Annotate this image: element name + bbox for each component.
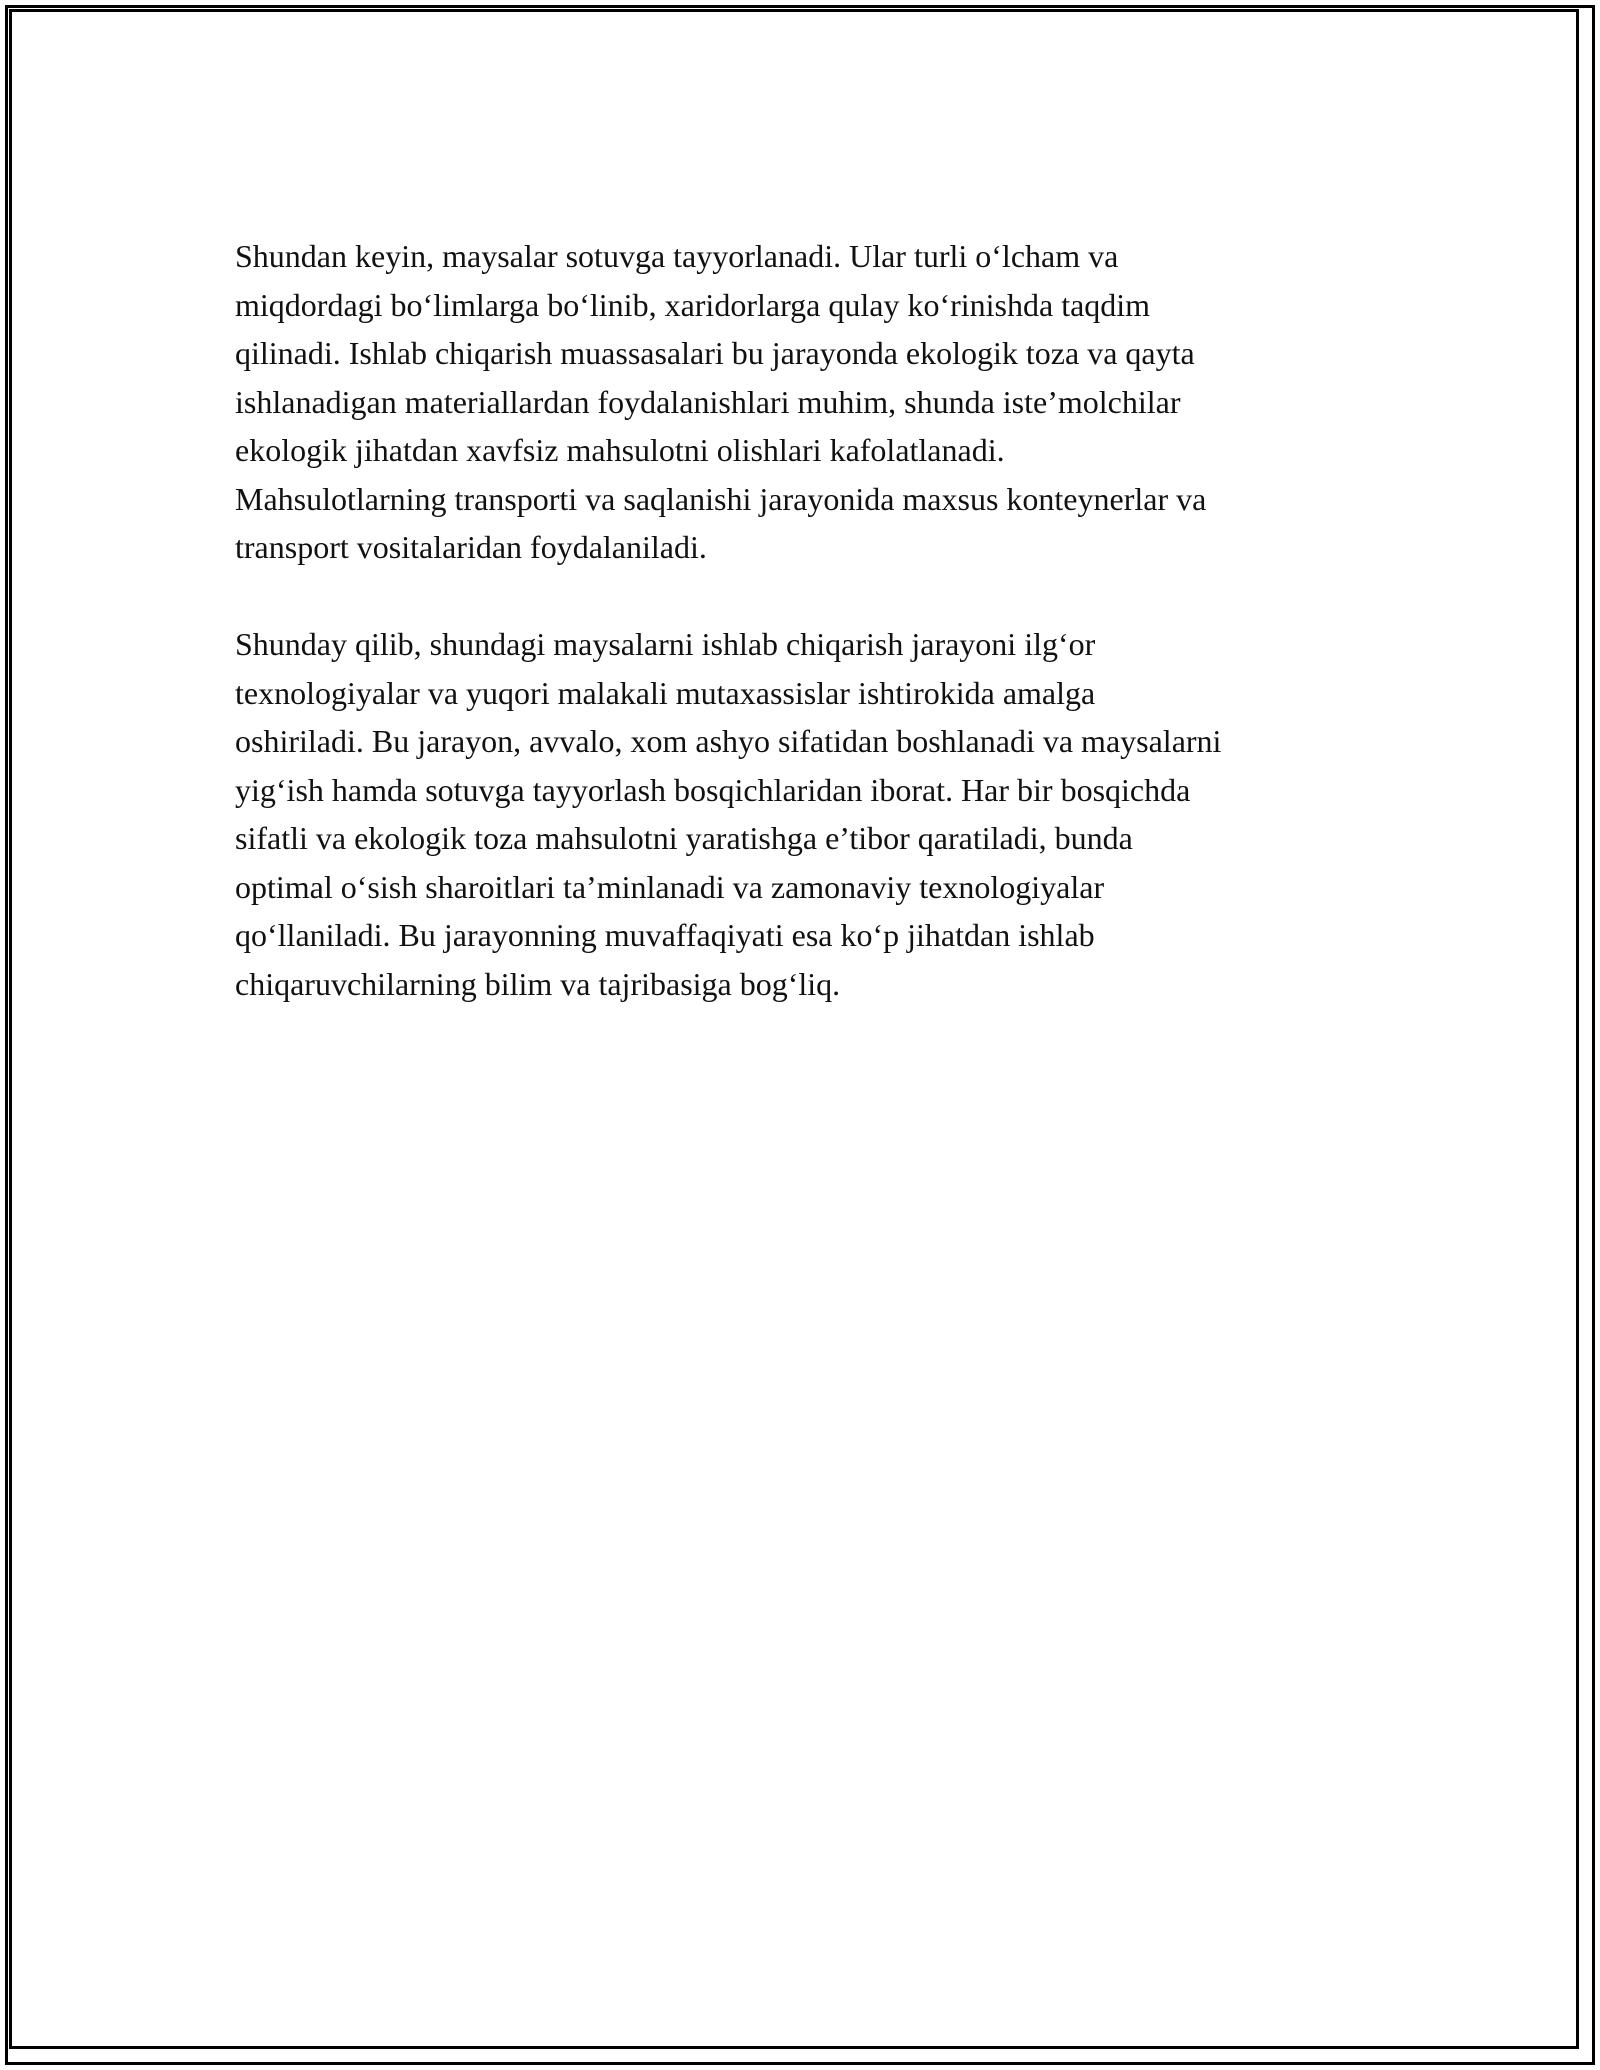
paragraph-line: oshiriladi. Bu jarayon, avvalo, xom ashyo sifatidan boshlanadi va maysalarni [235, 723, 1222, 759]
paragraph-line: qilinadi. Ishlab chiqarish muassasalari bu jarayonda ekologik toza va qayta [235, 335, 1195, 371]
paragraph-spacing [235, 572, 1375, 621]
paragraph-line: sifatli va ekologik toza mahsulotni yaratishga e’tibor qaratiladi, bunda [235, 820, 1133, 856]
document-body [235, 232, 1375, 1008]
paragraph-line: optimal o‘sish sharoitlari ta’minlanadi va zamonaviy texnologiyalar [235, 868, 1105, 905]
paragraph-1 [235, 232, 1375, 572]
paragraph-line: ekologik jihatdan xavfsiz mahsulotni olishlari kafolatlanadi. [235, 432, 1005, 468]
paragraph-line: ishlanadigan materiallardan foydalanishlari muhim, shunda iste’molchilar [235, 383, 1181, 420]
paragraph-line: Shunday qilib, shundagi maysalarni ishlab chiqarish jarayoni ilg‘or [235, 626, 1096, 662]
paragraph-line: miqdordagi bo‘limlarga bo‘linib, xaridorlarga qulay ko‘rinishda taqdim [235, 286, 1151, 323]
paragraph-line: chiqaruvchilarning bilim va tajribasiga bog‘liq. [235, 965, 841, 1002]
paragraph-line: transport vositalaridan foydalaniladi. [235, 529, 707, 565]
paragraph-line: qo‘llaniladi. Bu jarayonning muvaffaqiyati esa ko‘p jihatdan ishlab [235, 917, 1095, 953]
paragraph-line: texnologiyalar va yuqori malakali mutaxassislar ishtirokida amalga [235, 674, 1096, 711]
paragraph-2 [235, 620, 1375, 1008]
paragraph-line: Mahsulotlarning transporti va saqlanishi jarayonida maxsus konteynerlar va [235, 480, 1207, 517]
paragraph-line: yig‘ish hamda sotuvga tayyorlash bosqichlaridan iborat. Har bir bosqichda [235, 771, 1191, 808]
paragraph-line: Shundan keyin, maysalar sotuvga tayyorlanadi. Ular turli o‘lcham va [235, 238, 1119, 274]
